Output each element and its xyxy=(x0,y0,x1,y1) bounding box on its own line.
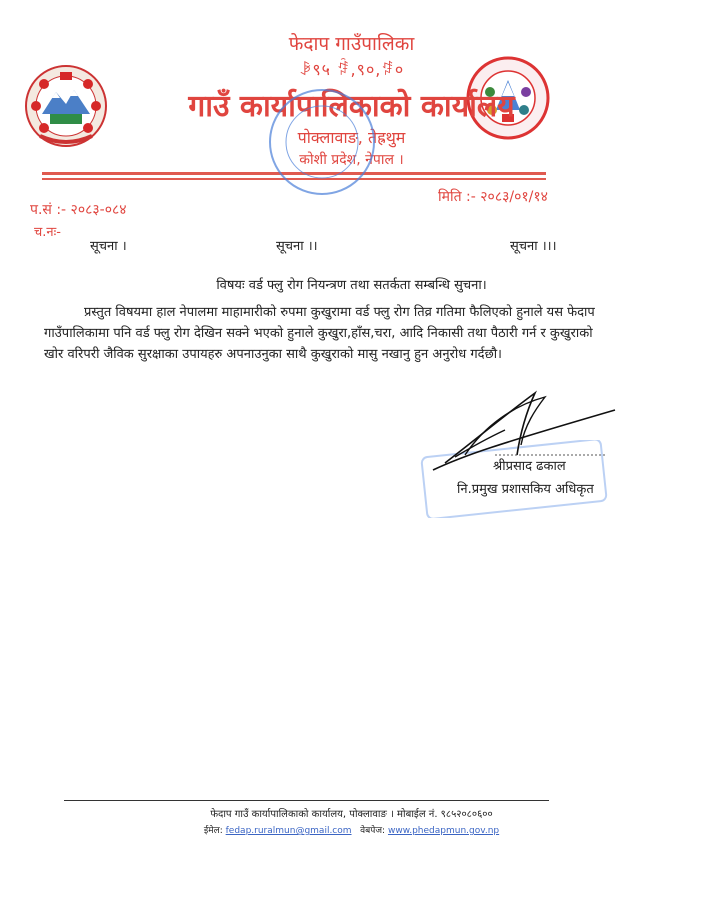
office-address: पोक्लावाङ, तेह्रथुम xyxy=(297,128,406,147)
email-link[interactable]: fedap.ruralmun@gmail.com xyxy=(225,826,352,836)
notice-body: प्रस्तुत विषयमा हाल नेपालमा माहामारीको रुपमा कुखुरामा वर्ड फ्लु रोग तिव्र गतिमा फैलिएको हुनाले यस फेदाप गाउँपालिकामा पनि वर्ड फ्लु रोग देखिन सक्ने भएको हुनाले कुखुरा,हाँस,चरा, आदि निकासी तथा पैठारी गर्न र कुखुराको खोर वरिपरी जैविक सुरक्षाका उपायहरु अपनाउनुका साथै कुखुराको मासु नखानु हुन अनुरोध गर्दछौ। xyxy=(44,305,595,362)
notice-heading-3: सूचना ।।। xyxy=(510,239,557,254)
signatory-name: श्रीप्रसाद ढकाल xyxy=(493,459,566,474)
website-label: वेबपेज: xyxy=(360,826,386,836)
signatory-designation: नि.प्रमुख प्रशासकिय अधिकृत xyxy=(457,482,594,497)
notice-heading-2: सूचना ।। xyxy=(276,239,318,254)
office-stamp xyxy=(262,82,382,202)
notice-heading-1: सूचना । xyxy=(90,239,127,254)
footer-contact xyxy=(0,823,703,836)
footer-address: फेदाप गाउँ कार्यापालिकाको कार्यालय, पोक्लावाङ । मोबाईल नं. ९८५२०८०६०० xyxy=(210,809,493,820)
office-title: गाउँ कार्यापालिकाको कार्यालय xyxy=(188,89,515,124)
reference-number: प.सं :- २०८३-०८४ xyxy=(30,202,127,218)
issue-date: मिति :- २०८३/०१/१४ xyxy=(438,189,548,205)
footer-divider xyxy=(64,800,549,801)
email-label: ईमेल: xyxy=(203,826,223,836)
municipality-name: फेदाप गाउँपालिका xyxy=(288,33,415,55)
subject-line: विषयः वर्ड फ्लु रोग नियन्त्रण तथा सतर्कता सम्बन्धि सुचना। xyxy=(216,278,487,293)
website-link[interactable]: www.phedapmun.gov.np xyxy=(387,826,500,836)
office-province: कोशी प्रदेश, नेपाल । xyxy=(299,152,404,168)
municipality-seal-text: ꆃ९५ ꆄ,९०,ꆅ० xyxy=(298,60,405,79)
dispatch-number: च.नः- xyxy=(34,225,61,240)
